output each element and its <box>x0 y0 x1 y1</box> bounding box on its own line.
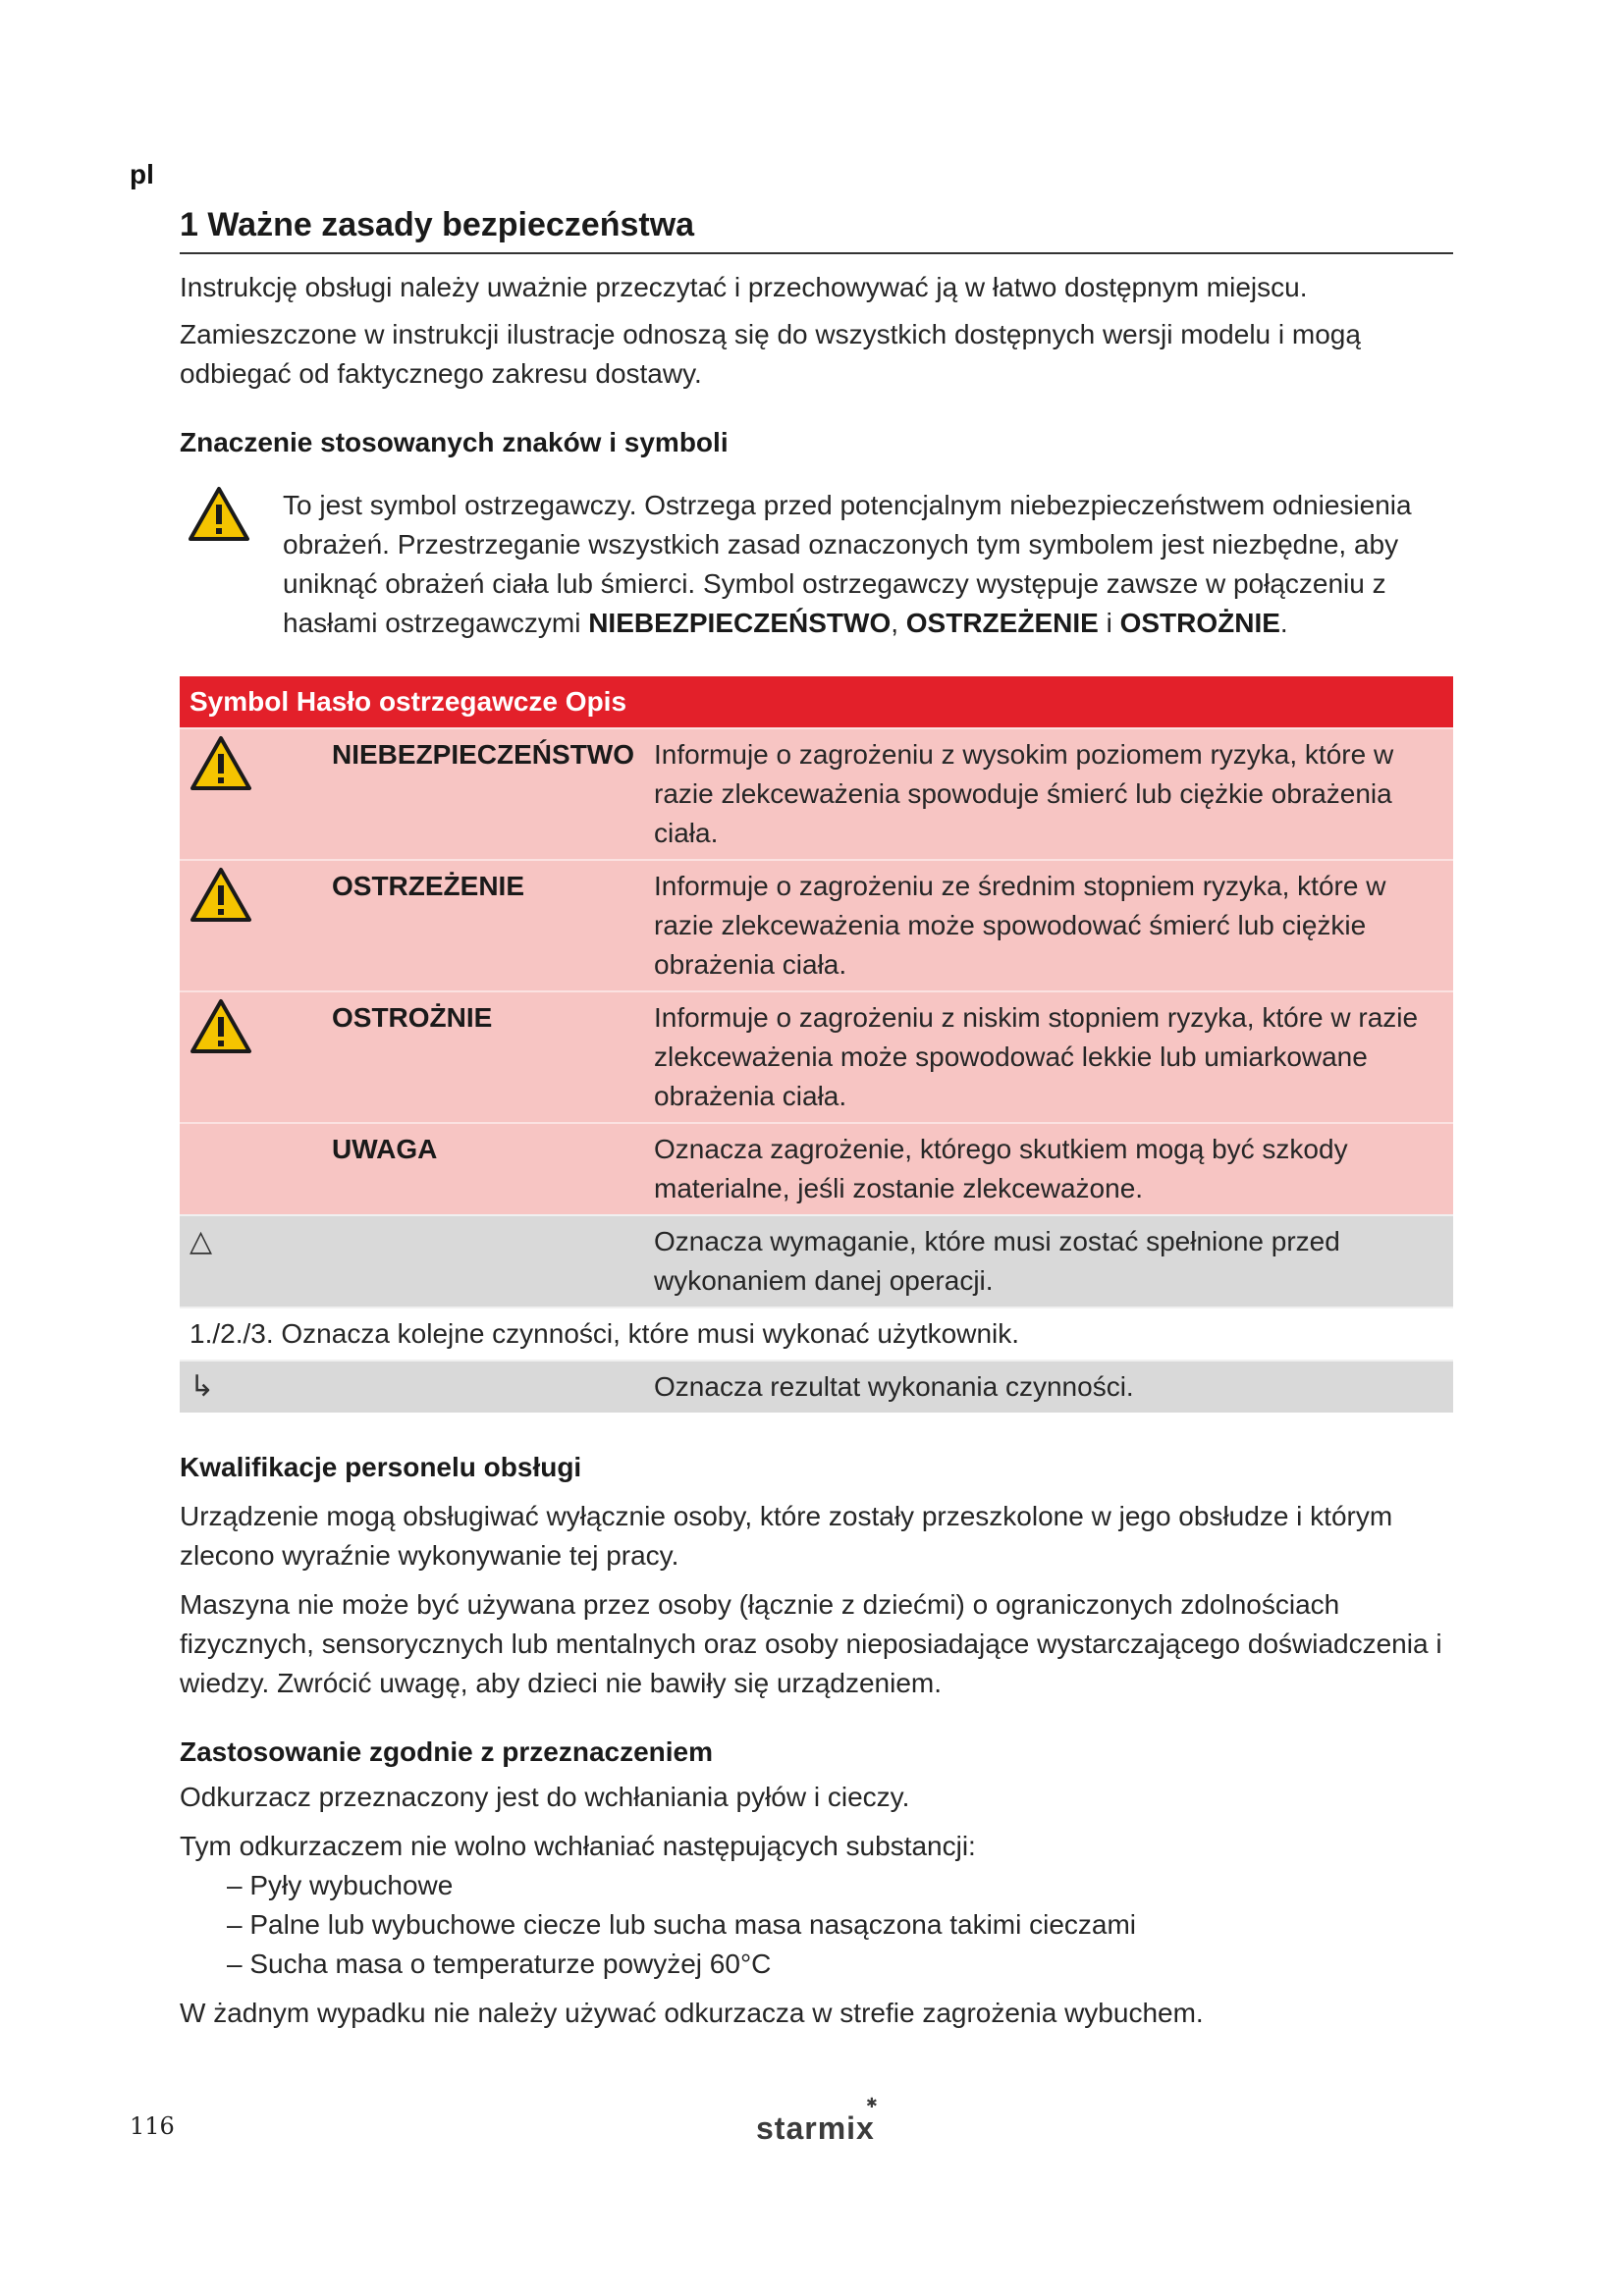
table-row <box>180 1361 1453 1413</box>
intended-use-paragraph-2: Tym odkurzaczem nie wolno wchłaniać następujących substancji: <box>180 1831 976 1861</box>
qualification-heading: Kwalifikacje personelu obsługi <box>180 1452 582 1482</box>
intended-use-heading: Zastosowanie zgodnie z przeznaczeniem <box>180 1736 714 1767</box>
section-title: 1 Ważne zasady bezpieczeństwa <box>180 206 1453 254</box>
table-header: Symbol Hasło ostrzegawcze Opis <box>180 676 1453 728</box>
intro-paragraph-1: Instrukcję obsługi należy uważnie przeczytać i przechowywać ją w łatwo dostępnym miejscu. <box>180 272 1308 302</box>
signal-word <box>322 1215 644 1308</box>
description-cell: 1./2./3. Oznacza kolejne czynności, które musi wykonać użytkownik. <box>180 1308 1453 1361</box>
keyword-end: . <box>1279 608 1288 638</box>
table-row <box>180 991 1453 1123</box>
keyword-separator: i <box>1098 608 1120 638</box>
warning-triangle-icon <box>189 867 252 924</box>
keyword-separator: , <box>891 608 906 638</box>
symbol-cell <box>180 1123 322 1215</box>
signal-word: NIEBEZPIECZEŃSTWO <box>322 728 644 860</box>
signal-word: OSTRZEŻENIE <box>322 860 644 991</box>
brand-logo <box>756 2095 879 2147</box>
signal-word: OSTROŻNIE <box>322 991 644 1123</box>
keyword-warning: OSTRZEŻENIE <box>905 608 1099 638</box>
warning-symbol-text: To jest symbol ostrzegawczy. Ostrzega przed potencjalnym niebezpieczeństwem odniesienia obrażeń. Przestrzeganie wszystkich zasad oznaczonych tym symbolem jest niezbędne, aby uniknąć obrażeń ciała lub śmierci. Symbol ostrzegawczy występuje zawsze w połączeniu z hasłami ostrzegawczymi <box>283 490 1412 638</box>
warning-triangle-icon <box>189 735 252 792</box>
qualification-paragraph-1: Urządzenie mogą obsługiwać wyłącznie osoby, które zostały przeszkolone w jego obsłudze i którym zlecono wyraźnie wykonywanie tej pracy. <box>180 1501 1393 1571</box>
page-number: 116 <box>130 2112 175 2140</box>
symbol-cell <box>180 991 322 1123</box>
warning-symbol-description <box>283 486 1453 643</box>
brand-name: starmix <box>756 2110 875 2146</box>
description-cell: Informuje o zagrożeniu z wysokim poziomem ryzyka, które w razie zlekceważenia spowoduje śmierć lub ciężkie obrażenia ciała. <box>644 728 1453 860</box>
list-item: – Pyły wybuchowe <box>227 1870 454 1900</box>
table-row <box>180 1308 1453 1361</box>
symbols-heading: Znaczenie stosowanych znaków i symboli <box>180 427 729 457</box>
signal-words-table <box>180 676 1453 1413</box>
intended-use-paragraph-1: Odkurzacz przeznaczony jest do wchłaniania pyłów i cieczy. <box>180 1782 910 1812</box>
table-row <box>180 1123 1453 1215</box>
description-cell: Informuje o zagrożeniu z niskim stopniem ryzyka, które w razie zlekceważenia może spowodować lekkie lub umiarkowane obrażenia ciała. <box>644 991 1453 1123</box>
warning-triangle-icon <box>188 486 250 543</box>
symbol-cell <box>180 860 322 991</box>
list-item: – Sucha masa o temperaturze powyżej 60°C <box>227 1949 772 1979</box>
intro-paragraph-2: Zamieszczone w instrukcji ilustracje odnoszą się do wszystkich dostępnych wersji modelu i mogą odbiegać od faktycznego zakresu dostawy. <box>180 319 1361 389</box>
symbol-cell <box>180 728 322 860</box>
qualification-paragraph-2: Maszyna nie może być używana przez osoby (łącznie z dziećmi) o ograniczonych zdolnościach fizycznych, sensorycznych lub mentalnych oraz osoby nieposiadające wystarczającego doświadczenia i wiedzy. Zwrócić uwagę, aby dzieci nie bawiły się urządzeniem. <box>180 1589 1442 1698</box>
table-row <box>180 860 1453 991</box>
result-arrow-icon: ↳ <box>180 1361 322 1413</box>
list-item: – Palne lub wybuchowe ciecze lub sucha masa nasączona takimi cieczami <box>227 1909 1137 1940</box>
warning-symbol-intro <box>180 486 1453 643</box>
keyword-caution: OSTROŻNIE <box>1119 608 1280 638</box>
description-cell: Oznacza rezultat wykonania czynności. <box>644 1361 1453 1413</box>
table-row <box>180 728 1453 860</box>
description-cell: Oznacza zagrożenie, którego skutkiem mogą być szkody materialne, jeśli zostanie zlekceważone. <box>644 1123 1453 1215</box>
warning-triangle-icon <box>189 998 252 1055</box>
requirement-icon: △ <box>180 1215 322 1308</box>
table-row <box>180 1215 1453 1308</box>
page-content <box>180 206 1453 2033</box>
intended-use-paragraph-3: W żadnym wypadku nie należy używać odkurzacza w strefie zagrożenia wybuchem. <box>180 1998 1204 2028</box>
substances-list <box>180 1866 1453 1984</box>
description-cell: Oznacza wymaganie, które musi zostać spełnione przed wykonaniem danej operacji. <box>644 1215 1453 1308</box>
description-cell: Informuje o zagrożeniu ze średnim stopniem ryzyka, które w razie zlekceważenia może spowodować śmierć lub ciężkie obrażenia ciała. <box>644 860 1453 991</box>
signal-word <box>322 1361 644 1413</box>
language-code: pl <box>130 159 154 189</box>
signal-word: UWAGA <box>322 1123 644 1215</box>
keyword-danger: NIEBEZPIECZEŃSTWO <box>588 608 892 638</box>
logo-star-icon: ✱ <box>866 2095 879 2110</box>
